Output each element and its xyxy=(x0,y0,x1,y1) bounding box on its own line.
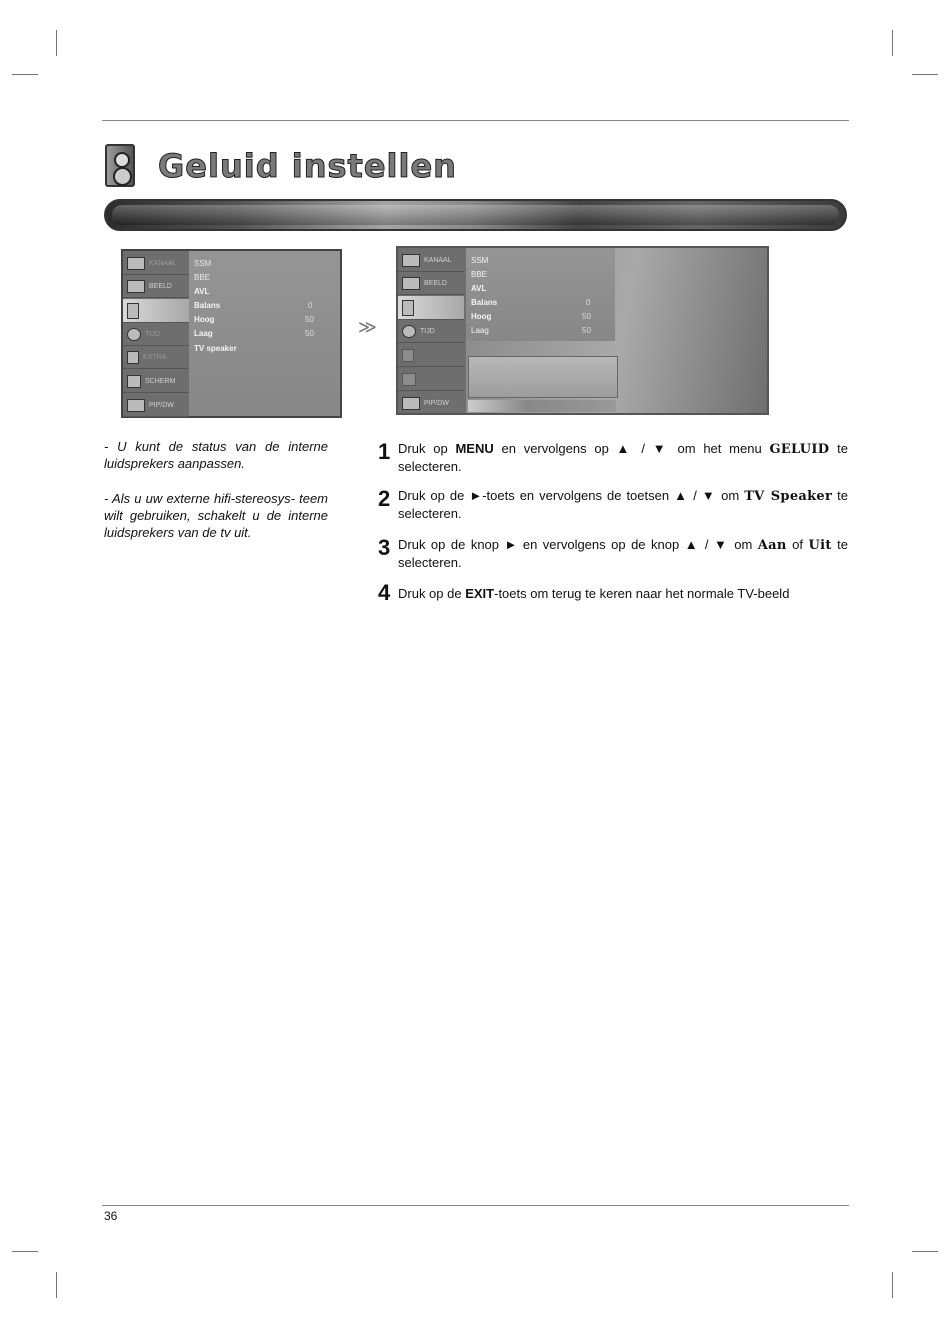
picture-icon xyxy=(402,277,420,290)
sidebar-item-scherm: SCHERM xyxy=(123,371,189,393)
sidebar-item-geluid xyxy=(398,296,464,320)
submenu-popup xyxy=(468,356,618,398)
antenna-icon xyxy=(402,254,420,267)
step-number: 4 xyxy=(378,580,391,605)
crop-mark xyxy=(12,1251,38,1252)
bottom-rule xyxy=(102,1205,849,1206)
sidebar-item-tijd: TIJD xyxy=(398,321,464,343)
clock-icon xyxy=(402,325,416,338)
sidebar-item-kanaal: KANAAL xyxy=(123,253,189,275)
step-text: Druk op MENU en vervolgens op ▲ / ▼ om het menu GELUID te selecteren. xyxy=(398,441,848,474)
step-number: 2 xyxy=(378,486,391,511)
pip-icon xyxy=(127,399,145,412)
speaker-icon xyxy=(402,300,414,316)
move-icon xyxy=(402,373,416,386)
menu-screenshot-right xyxy=(396,246,769,415)
value-hoog: 50 xyxy=(582,312,591,321)
note-1: - U kunt de status van de interne luidsprekers aanpassen. xyxy=(104,439,328,471)
top-rule xyxy=(102,120,849,121)
value-laag: 50 xyxy=(305,329,314,338)
option-tv-speaker: TV speaker xyxy=(194,344,237,353)
crop-mark xyxy=(892,1272,893,1298)
option-bbe: BBE xyxy=(194,273,211,282)
option-ssm: SSM xyxy=(471,256,489,265)
menu-sidebar xyxy=(123,251,189,416)
sidebar-item-extra xyxy=(398,345,464,367)
sidebar-item-scherm xyxy=(398,369,464,391)
option-avl: AVL xyxy=(471,284,487,293)
crop-mark xyxy=(12,74,38,75)
option-laag: Laag xyxy=(194,329,213,338)
speaker-icon xyxy=(105,144,135,187)
option-bbe: BBE xyxy=(471,270,488,279)
crop-mark xyxy=(912,1251,938,1252)
step-text: Druk op de ►-toets en vervolgens de toetsen ▲ / ▼ om TV Speaker te selecteren. xyxy=(398,488,848,521)
title-banner xyxy=(104,199,847,231)
step-number: 3 xyxy=(378,535,391,560)
tool-icon xyxy=(402,349,414,362)
value-hoog: 50 xyxy=(305,315,314,324)
crop-mark xyxy=(912,74,938,75)
antenna-icon xyxy=(127,257,145,270)
clock-icon xyxy=(127,328,141,341)
option-balans: Balans xyxy=(194,301,221,310)
menu-options-panel xyxy=(189,251,340,416)
sidebar-item-pipdw: PIP/DW xyxy=(123,395,189,417)
sidebar-item-pipdw: PIP/DW xyxy=(398,393,464,415)
sidebar-item-beeld: BEELD xyxy=(123,276,189,298)
sidebar-item-tijd: TIJD xyxy=(123,324,189,346)
option-hoog: Hoog xyxy=(471,312,492,321)
step-text: Druk op de knop ► en vervolgens op de knop ▲ / ▼ om Aan of Uit te selecteren. xyxy=(398,537,848,570)
value-laag: 50 xyxy=(582,326,591,335)
step-number: 1 xyxy=(378,439,391,464)
value-balans: 0 xyxy=(308,301,313,310)
picture-icon xyxy=(127,280,145,293)
sidebar-item-kanaal: KANAAL xyxy=(398,250,464,272)
next-arrow-glyph: ≫ xyxy=(358,317,377,337)
value-balans: 0 xyxy=(586,298,591,307)
crop-mark xyxy=(56,1272,57,1298)
crop-mark xyxy=(56,30,57,56)
sidebar-item-beeld: BEELD xyxy=(398,273,464,295)
pip-icon xyxy=(402,397,420,410)
tool-icon xyxy=(127,351,139,364)
menu-screenshot-left xyxy=(121,249,342,418)
option-balans: Balans xyxy=(471,298,498,307)
submenu-bar xyxy=(468,400,616,412)
sidebar-item-geluid xyxy=(123,299,189,323)
option-laag: Laag xyxy=(471,326,489,335)
menu-options-panel xyxy=(466,248,615,341)
option-hoog: Hoog xyxy=(194,315,215,324)
option-ssm: SSM xyxy=(194,259,212,268)
sidebar-item-extra: EXTRA xyxy=(123,347,189,369)
page-title: Geluid instellen xyxy=(158,147,457,185)
menu-sidebar xyxy=(398,248,466,413)
option-avl: AVL xyxy=(194,287,210,296)
crop-mark xyxy=(892,30,893,56)
page-number: 36 xyxy=(104,1209,118,1223)
move-icon xyxy=(127,375,141,388)
speaker-icon xyxy=(127,303,139,319)
note-2: - Als u uw externe hifi-stereosys- teem wilt gebruiken, schakelt u de interne luidsprekers van de tv uit. xyxy=(104,491,328,540)
step-text: Druk op de EXIT-toets om terug te keren naar het normale TV-beeld xyxy=(398,586,790,601)
